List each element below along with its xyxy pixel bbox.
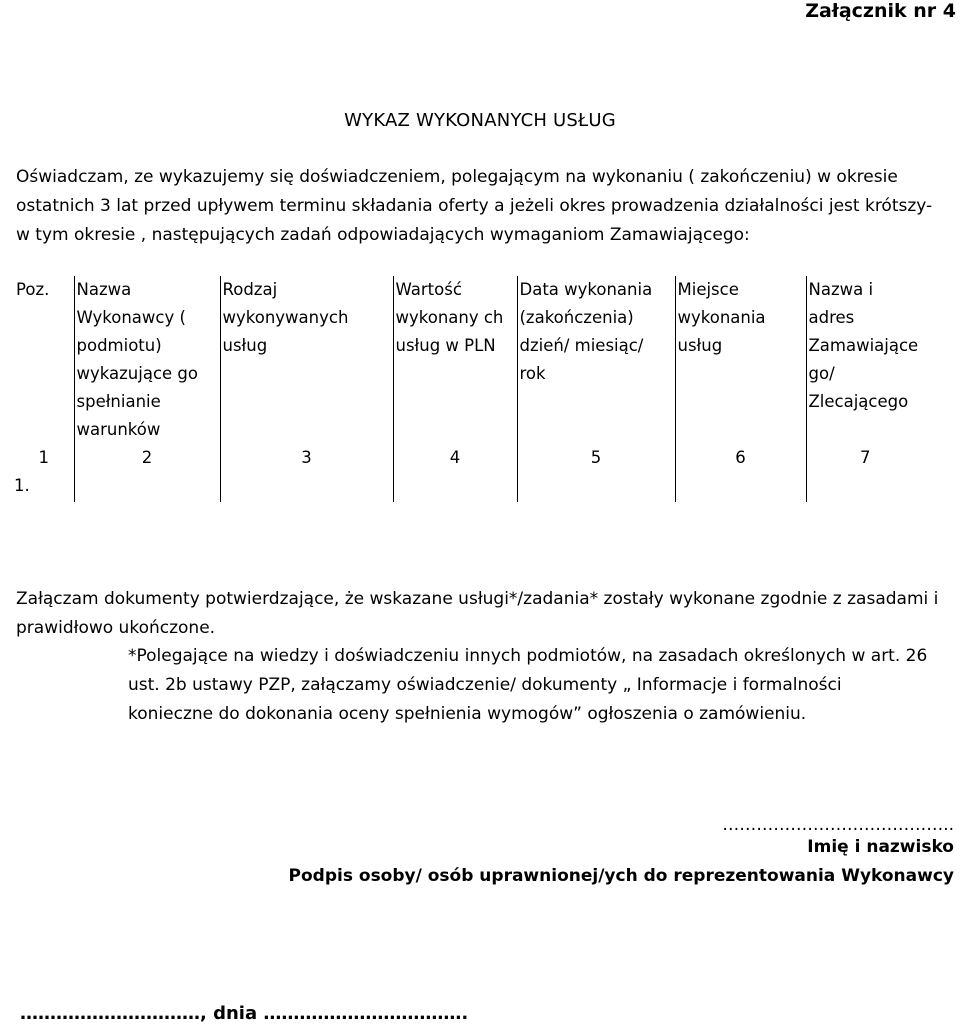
- table-cell[interactable]: [517, 472, 675, 502]
- table-row: [14, 472, 924, 502]
- header-cell-date: Data wykonania (zakończenia) dzień/ miesiąc/ rok: [517, 276, 675, 444]
- table-cell[interactable]: [220, 472, 393, 502]
- column-number: 7: [806, 444, 924, 472]
- table-number-row: [14, 444, 924, 472]
- table-cell[interactable]: [74, 472, 220, 502]
- table-cell[interactable]: 1.: [14, 476, 30, 495]
- column-number: 4: [393, 444, 517, 472]
- column-number: 3: [220, 444, 393, 472]
- services-table: [14, 276, 924, 502]
- table-header-row: [14, 276, 924, 444]
- header-cell-position: Poz.: [16, 280, 50, 299]
- document-title: WYKAZ WYKONANYCH USŁUG: [344, 110, 616, 131]
- signature-label: Podpis osoby/ osób uprawnionej/ych do reprezentowania Wykonawcy: [288, 866, 954, 886]
- table-cell[interactable]: [675, 472, 806, 502]
- attachment-statement: Załączam dokumenty potwierdzające, że wskazane usługi*/zadania* zostały wykonane zgodnie z zasadami i prawidłowo ukończone.: [16, 589, 939, 638]
- column-number: 2: [74, 444, 220, 472]
- header-cell-place: Miejsce wykonania usług: [675, 276, 806, 444]
- table-cell[interactable]: [393, 472, 517, 502]
- header-cell-value: Wartość wykonany ch usług w PLN: [393, 276, 517, 444]
- intro-paragraph: Oświadczam, ze wykazujemy się doświadczeniem, polegającym na wykonaniu ( zakończeniu) w okresie ostatnich 3 lat przed upływem terminu składania oferty a jeżeli okres prowadzenia działalności jest krótszy- w tym okresie , następujących zadań odpowiadających wymaganiom Zamawiającego:: [16, 167, 933, 245]
- column-number: 1: [38, 448, 49, 467]
- header-cell-service-type: Rodzaj wykonywanych usług: [220, 276, 393, 444]
- place-date-line: …………………………, dnia …………………………….: [20, 1003, 469, 1024]
- column-number: 6: [675, 444, 806, 472]
- header-cell-client: Nazwa i adres Zamawiające go/ Zlecającego: [806, 276, 924, 444]
- column-number: 5: [517, 444, 675, 472]
- header-cell-contractor: Nazwa Wykonawcy ( podmiotu) wykazujące go spełnianie warunków: [74, 276, 220, 444]
- name-label: Imię i nazwisko: [807, 837, 954, 857]
- annex-label: Załącznik nr 4: [805, 0, 956, 22]
- signature-dots: …………………………………..: [722, 815, 954, 835]
- table-cell[interactable]: [806, 472, 924, 502]
- third-party-statement: *Polegające na wiedzy i doświadczeniu innych podmiotów, na zasadach określonych w art. 26 ust. 2b ustawy PZP, załączamy oświadczenie/ dokumenty „ Informacje i formalności konieczne do dokonania oceny spełnienia wymogów” ogłoszenia o zamówieniu.: [128, 646, 928, 724]
